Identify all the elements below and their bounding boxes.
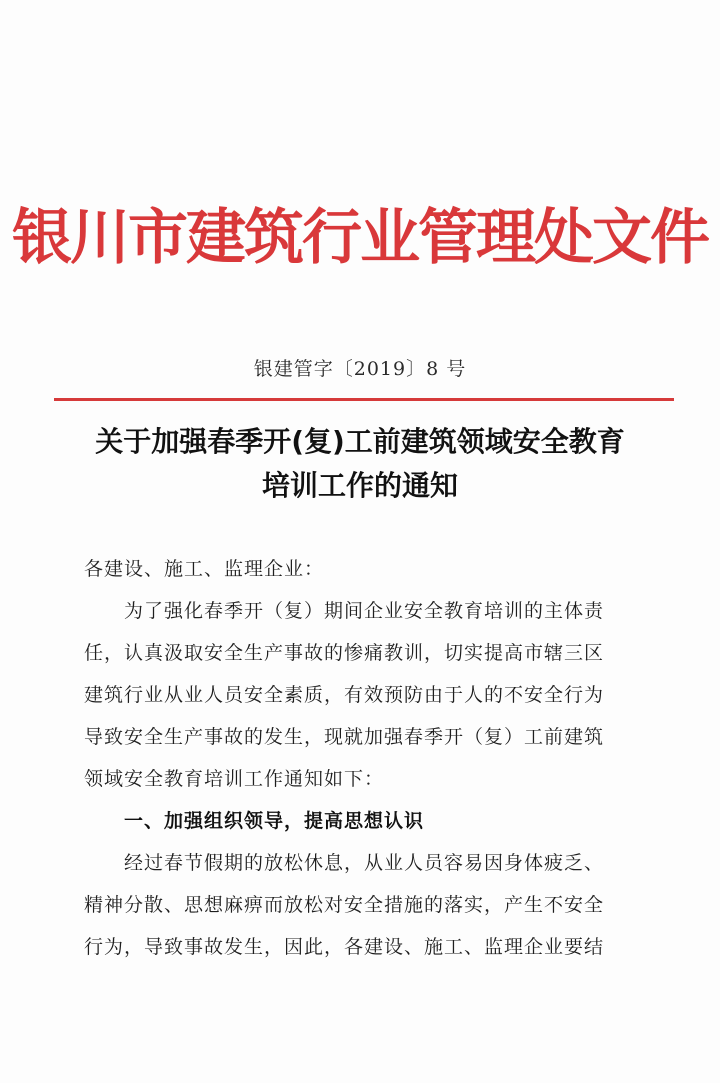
paragraph-line: 建筑行业从业人员安全素质，有效预防由于人的不安全行为 — [84, 684, 605, 706]
notice-body — [84, 548, 650, 968]
notice-title-line-2: 培训工作的通知 — [261, 469, 458, 502]
salutation: 各建设、施工、监理企业： — [84, 558, 325, 580]
paragraph-line: 精神分散、思想麻痹而放松对安全措施的落实，产生不安全 — [84, 894, 605, 916]
paragraph-line: 领域安全教育培训工作通知如下： — [84, 768, 385, 790]
notice-title-line-1: 关于加强春季开(复)工前建筑领域安全教育 — [95, 425, 625, 458]
document-header-title: 银川市建筑行业管理处文件 — [12, 203, 708, 273]
paragraph-line: 为了强化春季开（复）期间企业安全教育培训的主体责 — [124, 600, 605, 622]
section-heading: 一、加强组织领导，提高思想认识 — [124, 810, 425, 832]
paragraph-line: 任，认真汲取安全生产事故的惨痛教训，切实提高市辖三区 — [84, 642, 605, 664]
paragraph-line: 行为，导致事故发生，因此，各建设、施工、监理企业要结 — [84, 936, 605, 958]
paragraph-line: 经过春节假期的放松休息，从业人员容易因身体疲乏、 — [124, 852, 605, 874]
notice-title — [0, 420, 720, 508]
red-divider-line — [54, 398, 674, 401]
red-divider-rule — [54, 398, 674, 401]
paragraph-line: 导致安全生产事故的发生，现就加强春季开（复）工前建筑 — [84, 726, 605, 748]
document-number: 银建管字〔2019〕8 号 — [253, 358, 467, 380]
